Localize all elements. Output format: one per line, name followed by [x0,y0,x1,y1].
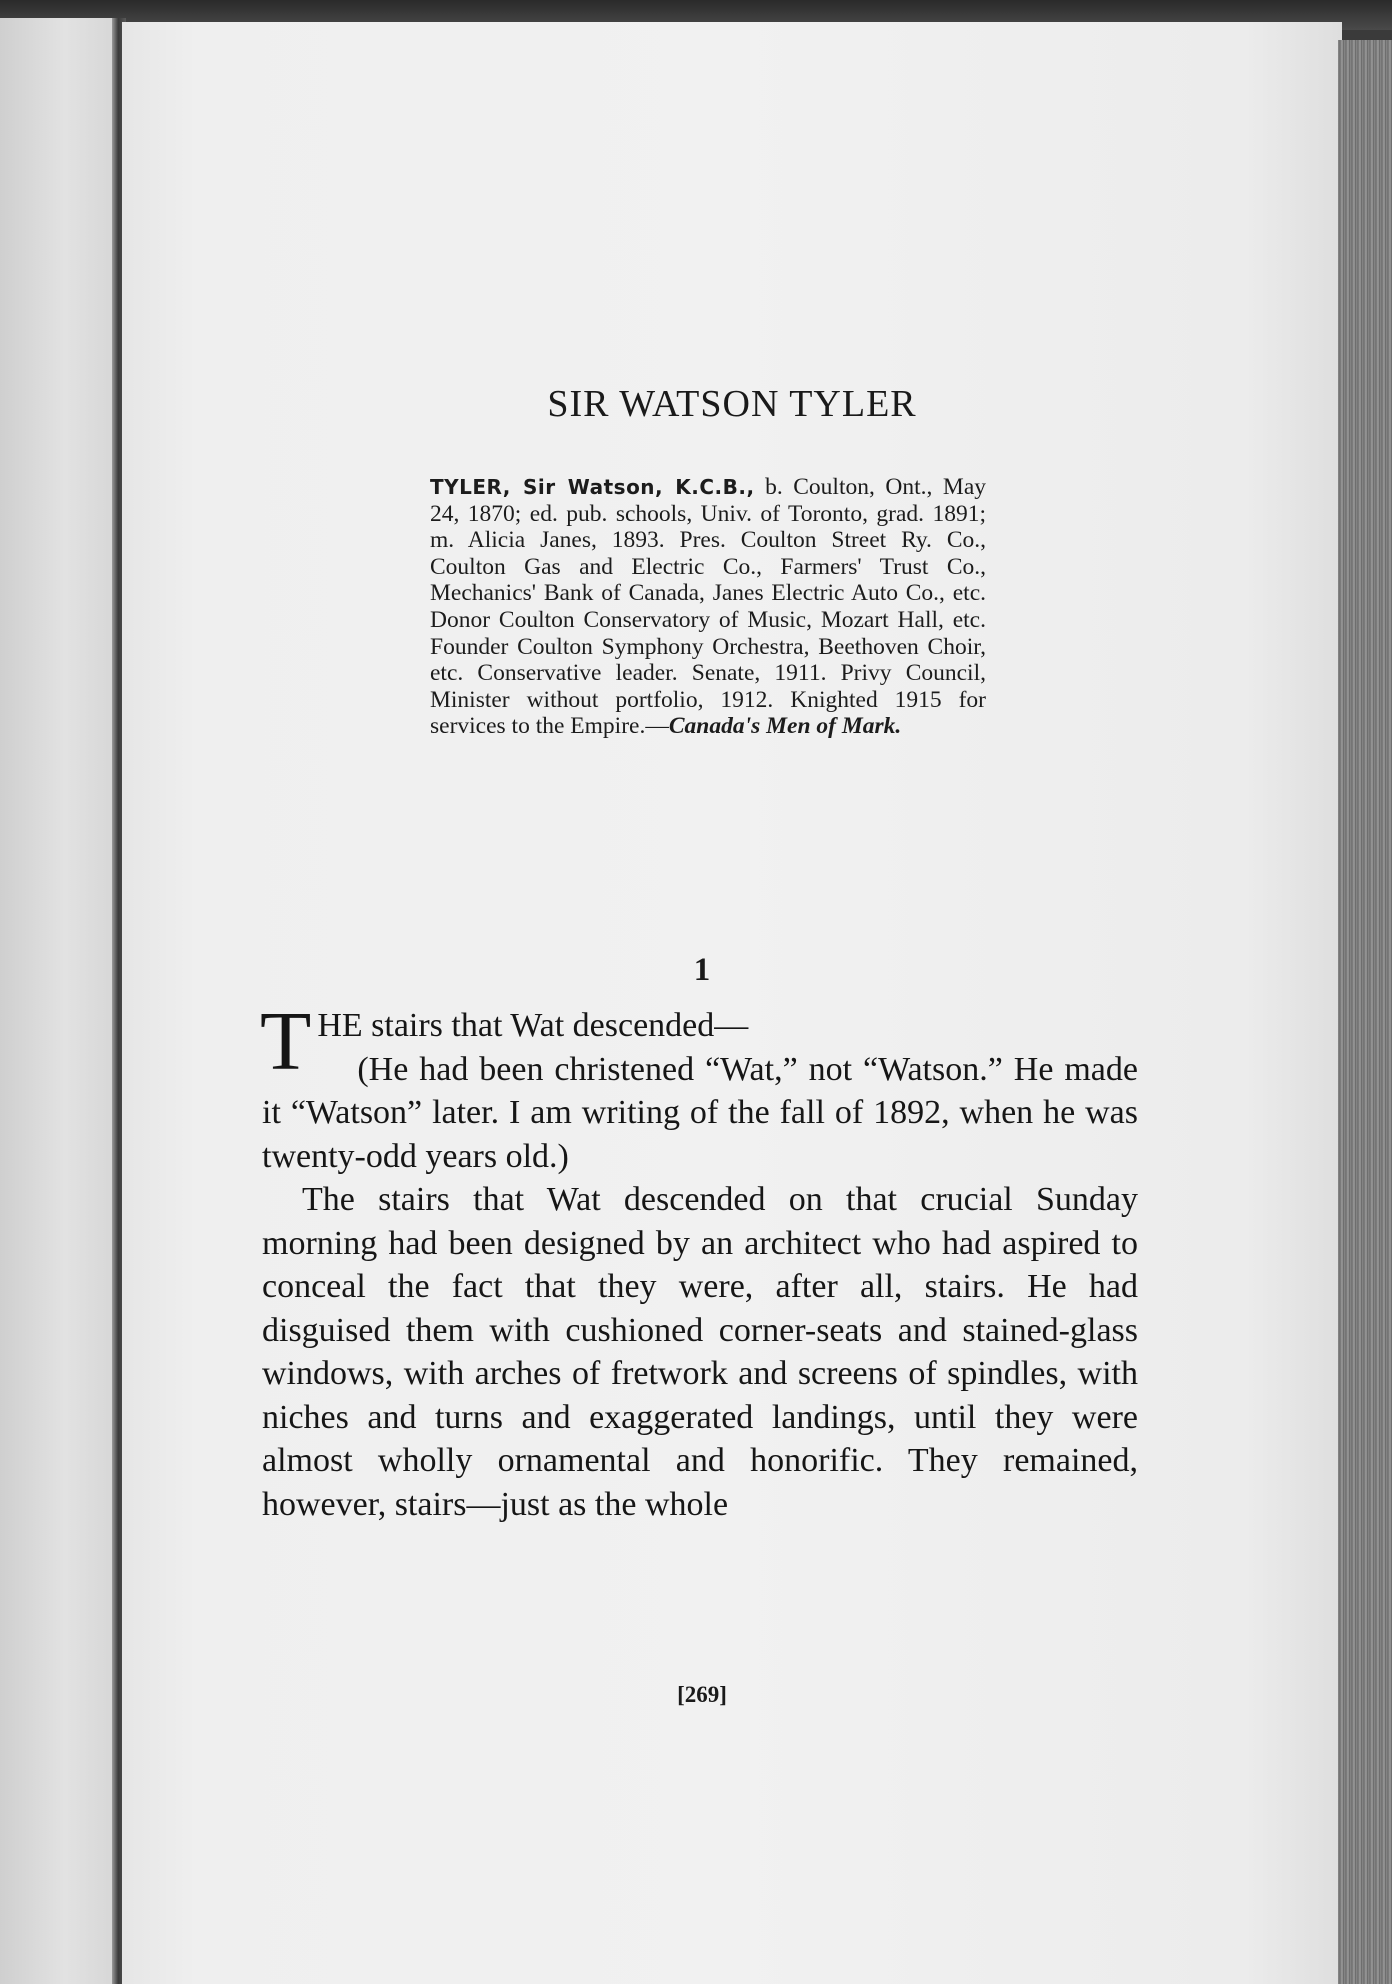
paragraph-3: The stairs that Wat descended on that crucial Sunday morning had been designed by an architect who had aspired to conceal the fact that they were, after all, stairs. He had disguised them with cushioned corner-seats and stained-glass windows, with arches of fretwork and screens of spindles, with niches and turns and exaggerated landings, until they were almost wholly ornamental and honorific. They remained, however, stairs—just as the whole [262,1181,1138,1523]
epigraph [430,474,986,740]
epigraph-text: b. Coulton, Ont., May 24, 1870; ed. pub. schools, Univ. of Toronto, grad. 1891; m. Alicia Janes, 1893. Pres. Coulton Street Ry. Co., Coulton Gas and Electric Co., Farmers' Trust Co., Mechanics' Bank of Canada, Janes Electric Auto Co., etc. Donor Coulton Conservatory of Music, Mozart Hall, etc. Founder Coulton Symphony Orchestra, Beethoven Choir, etc. Conservative leader. Senate, 1911. Privy Council, Minister without portfolio, 1912. Knighted 1915 for services to the Empire.— [430,474,987,740]
paragraph-2: (He had been christened “Wat,” not “Watson.” He made it “Watson” later. I am writing of the fall of 1892, when he was twenty-odd years old.) [262,1050,1138,1175]
epigraph-source: Canada's Men of Mark. [668,713,902,740]
drop-cap: T [260,995,312,1088]
body-text [260,995,1138,1526]
epigraph-name: TYLER, Sir Watson, K.C.B., [430,475,755,499]
page-number: [269] [677,1682,727,1707]
page-edges [1338,40,1392,1984]
paragraph-1-text: HE stairs that Wat descended— [317,1007,749,1044]
paragraph-1 [260,995,1138,1088]
section-number: 1 [693,952,711,988]
chapter-title: SIR WATSON TYLER [547,383,917,425]
facing-page-edge [0,18,118,1984]
